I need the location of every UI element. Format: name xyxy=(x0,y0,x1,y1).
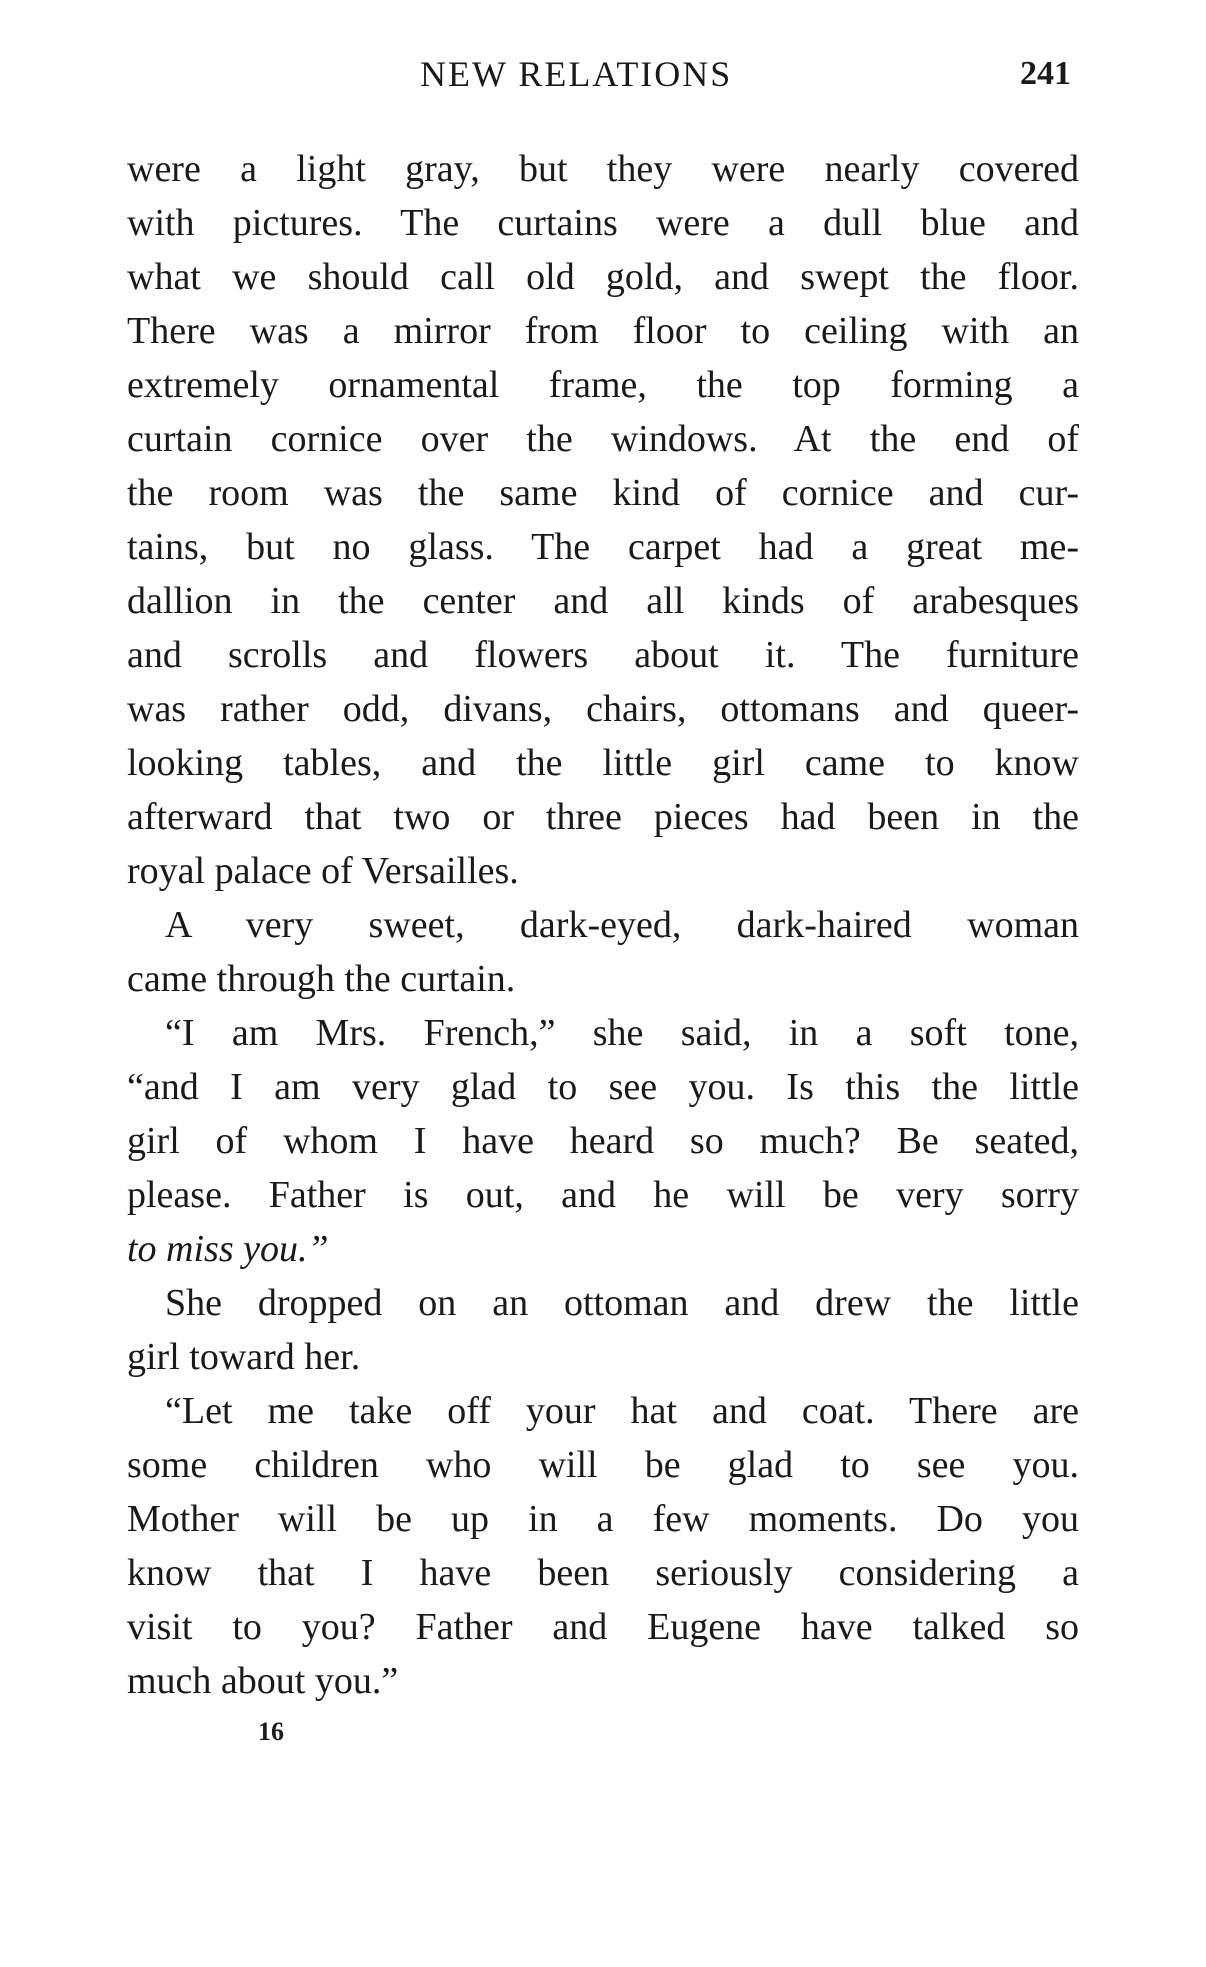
text-line: girl toward her. xyxy=(127,1336,361,1378)
text-line: what we should call old gold, and swept the floor. xyxy=(127,256,1079,298)
text-line: visit to you? Father and Eugene have talked so xyxy=(127,1606,1079,1648)
text-line: “I am Mrs. French,” she said, in a soft tone, xyxy=(165,1012,1079,1054)
text-line: and scrolls and flowers about it. The furniture xyxy=(127,634,1079,676)
text-line: She dropped on an ottoman and drew the little xyxy=(165,1282,1079,1324)
text-line: were a light gray, but they were nearly covered xyxy=(127,148,1079,190)
text-line: some children who will be glad to see you. xyxy=(127,1444,1079,1486)
text-line: the room was the same kind of cornice and cur- xyxy=(127,472,1079,514)
text-line: extremely ornamental frame, the top forming a xyxy=(127,364,1079,406)
running-head xyxy=(0,50,1206,98)
text-line: Mother will be up in a few moments. Do you xyxy=(127,1498,1079,1540)
signature-mark: 16 xyxy=(258,1717,284,1746)
text-line: “Let me take off your hat and coat. There are xyxy=(165,1390,1079,1432)
text-line: to miss you.” xyxy=(127,1228,329,1270)
text-line: much about you.” xyxy=(127,1660,399,1702)
text-line: girl of whom I have heard so much? Be seated, xyxy=(127,1120,1079,1162)
text-line: curtain cornice over the windows. At the end of xyxy=(127,418,1079,460)
text-line: know that I have been seriously considering a xyxy=(127,1552,1079,1594)
text-line: A very sweet, dark-eyed, dark-haired woman xyxy=(165,904,1079,946)
text-line: came through the curtain. xyxy=(127,958,516,1000)
text-line: was rather odd, divans, chairs, ottomans and queer- xyxy=(127,688,1079,730)
text-line: tains, but no glass. The carpet had a great me- xyxy=(127,526,1079,568)
text-line: dallion in the center and all kinds of arabesques xyxy=(127,580,1079,622)
text-line: afterward that two or three pieces had been in the xyxy=(127,796,1079,838)
text-line: There was a mirror from floor to ceiling with an xyxy=(127,310,1079,352)
text-line: please. Father is out, and he will be very sorry xyxy=(127,1174,1079,1216)
chapter-title: NEW RELATIONS xyxy=(420,54,733,94)
text-line: looking tables, and the little girl came to know xyxy=(127,742,1079,784)
text-line: royal palace of Versailles. xyxy=(127,850,519,892)
text-line: with pictures. The curtains were a dull blue and xyxy=(127,202,1079,244)
body-text xyxy=(127,142,1079,1708)
text-line: “and I am very glad to see you. Is this the little xyxy=(127,1066,1079,1108)
page-number: 241 xyxy=(1020,55,1071,92)
